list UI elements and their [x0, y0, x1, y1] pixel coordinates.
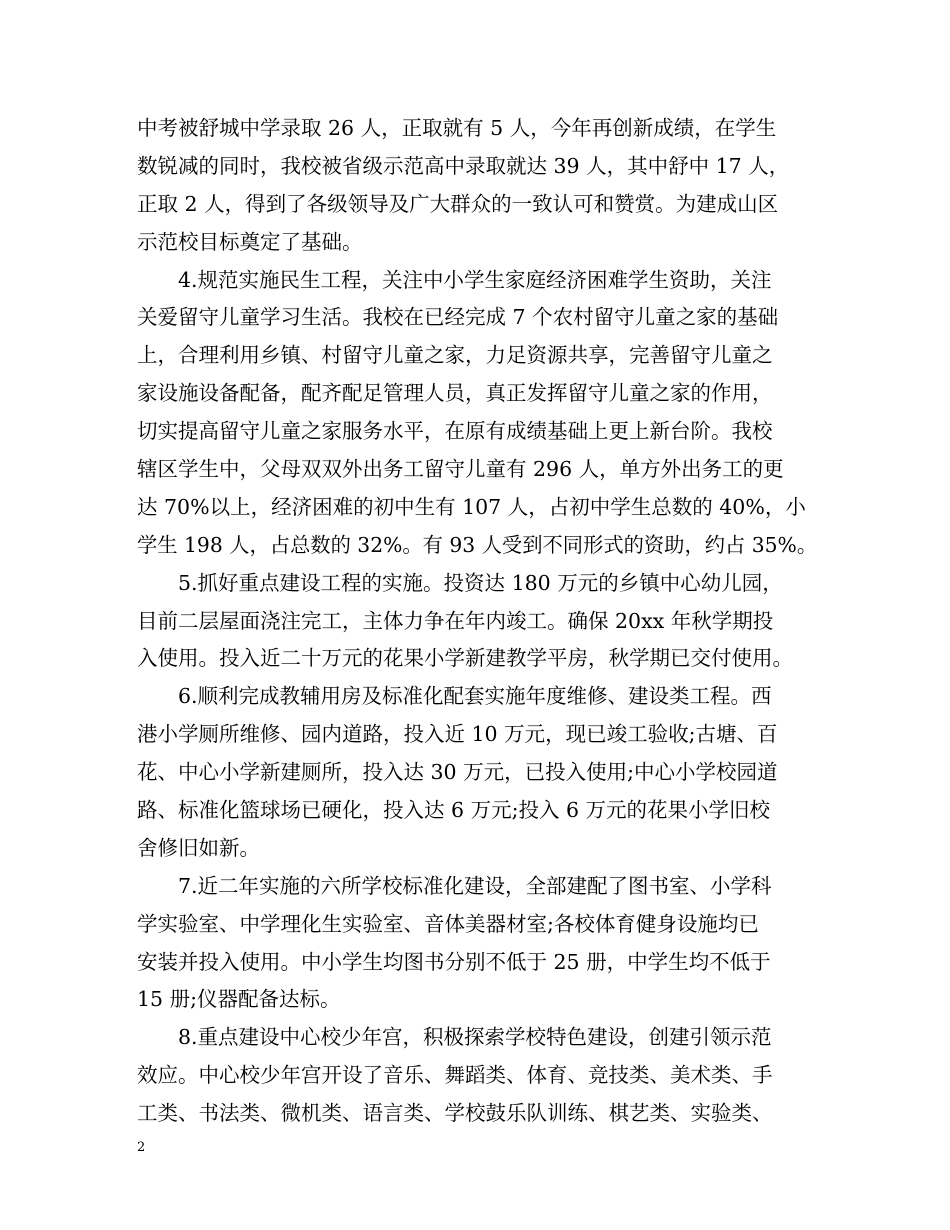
- text-line: 15 册;仪器配备达标。: [137, 987, 341, 1012]
- text-line: 达 70%以上，经济困难的初中生有 107 人，占初中学生总数的 40%，小: [137, 494, 806, 519]
- text-line: 正取 2 人，得到了各级领导及广大群众的一致认可和赞赏。为建成山区: [137, 191, 779, 216]
- text-line: 效应。中心校少年宫开设了音乐、舞蹈类、体育、竞技类、美术类、手: [137, 1063, 773, 1088]
- text-line: 目前二层屋面浇注完工，主体力争在年内竣工。确保 20xx 年秋学期投: [137, 608, 774, 633]
- text-line: 7.近二年实施的六所学校标准化建设，全部建配了图书室、小学科: [178, 873, 772, 898]
- text-line: 安装并投入使用。中小学生均图书分别不低于 25 册，中学生均不低于: [137, 949, 771, 974]
- text-line: 上，合理利用乡镇、村留守儿童之家，力足资源共享，完善留守儿童之: [137, 343, 773, 368]
- page-number: 2: [137, 1140, 146, 1155]
- text-line: 关爱留守儿童学习生活。我校在已经完成 7 个农村留守儿童之家的基础: [137, 305, 779, 330]
- text-line: 路、标准化篮球场已硬化，投入达 6 万元;投入 6 万元的花果小学旧校: [137, 798, 771, 823]
- text-line: 切实提高留守儿童之家服务水平，在原有成绩基础上更上新台阶。我校: [137, 419, 773, 444]
- text-line: 示范校目标奠定了基础。: [137, 229, 363, 254]
- text-line: 花、中心小学新建厕所，投入达 30 万元，已投入使用;中心小学校园道: [137, 760, 778, 785]
- text-line: 舍修旧如新。: [137, 835, 260, 860]
- body-text: [137, 110, 817, 1133]
- text-line: 家设施设备配备，配齐配足管理人员，真正发挥留守儿童之家的作用，: [137, 381, 773, 406]
- text-line: 工类、书法类、微机类、语言类、学校鼓乐队训练、棋艺类、实验类、: [137, 1101, 773, 1126]
- text-line: 学生 198 人，占总数的 32%。有 93 人受到不同形式的资助，约占 35%。: [137, 532, 818, 557]
- text-line: 数锐减的同时，我校被省级示范高中录取就达 39 人，其中舒中 17 人，: [137, 153, 790, 178]
- text-line: 中考被舒城中学录取 26 人，正取就有 5 人，今年再创新成绩，在学生: [137, 116, 777, 140]
- text-line: 4.规范实施民生工程，关注中小学生家庭经济困难学生资助，关注: [178, 267, 772, 292]
- text-line: 学实验室、中学理化生实验室、音体美器材室;各校体育健身设施均已: [137, 911, 759, 936]
- text-line: 5.抓好重点建设工程的实施。投资达 180 万元的乡镇中心幼儿园，: [178, 570, 783, 595]
- text-line: 8.重点建设中心校少年宫，积极探索学校特色建设，创建引领示范: [178, 1025, 772, 1050]
- text-line: 港小学厕所维修、园内道路，投入近 10 万元，现已竣工验收;古塘、百: [137, 722, 778, 747]
- text-line: 入使用。投入近二十万元的花果小学新建教学平房，秋学期已交付使用。: [137, 646, 793, 671]
- text-line: 6.顺利完成教辅用房及标准化配套实施年度维修、建设类工程。西: [178, 684, 772, 709]
- text-line: 辖区学生中，父母双双外出务工留守儿童有 296 人，单方外出务工的更: [137, 457, 784, 482]
